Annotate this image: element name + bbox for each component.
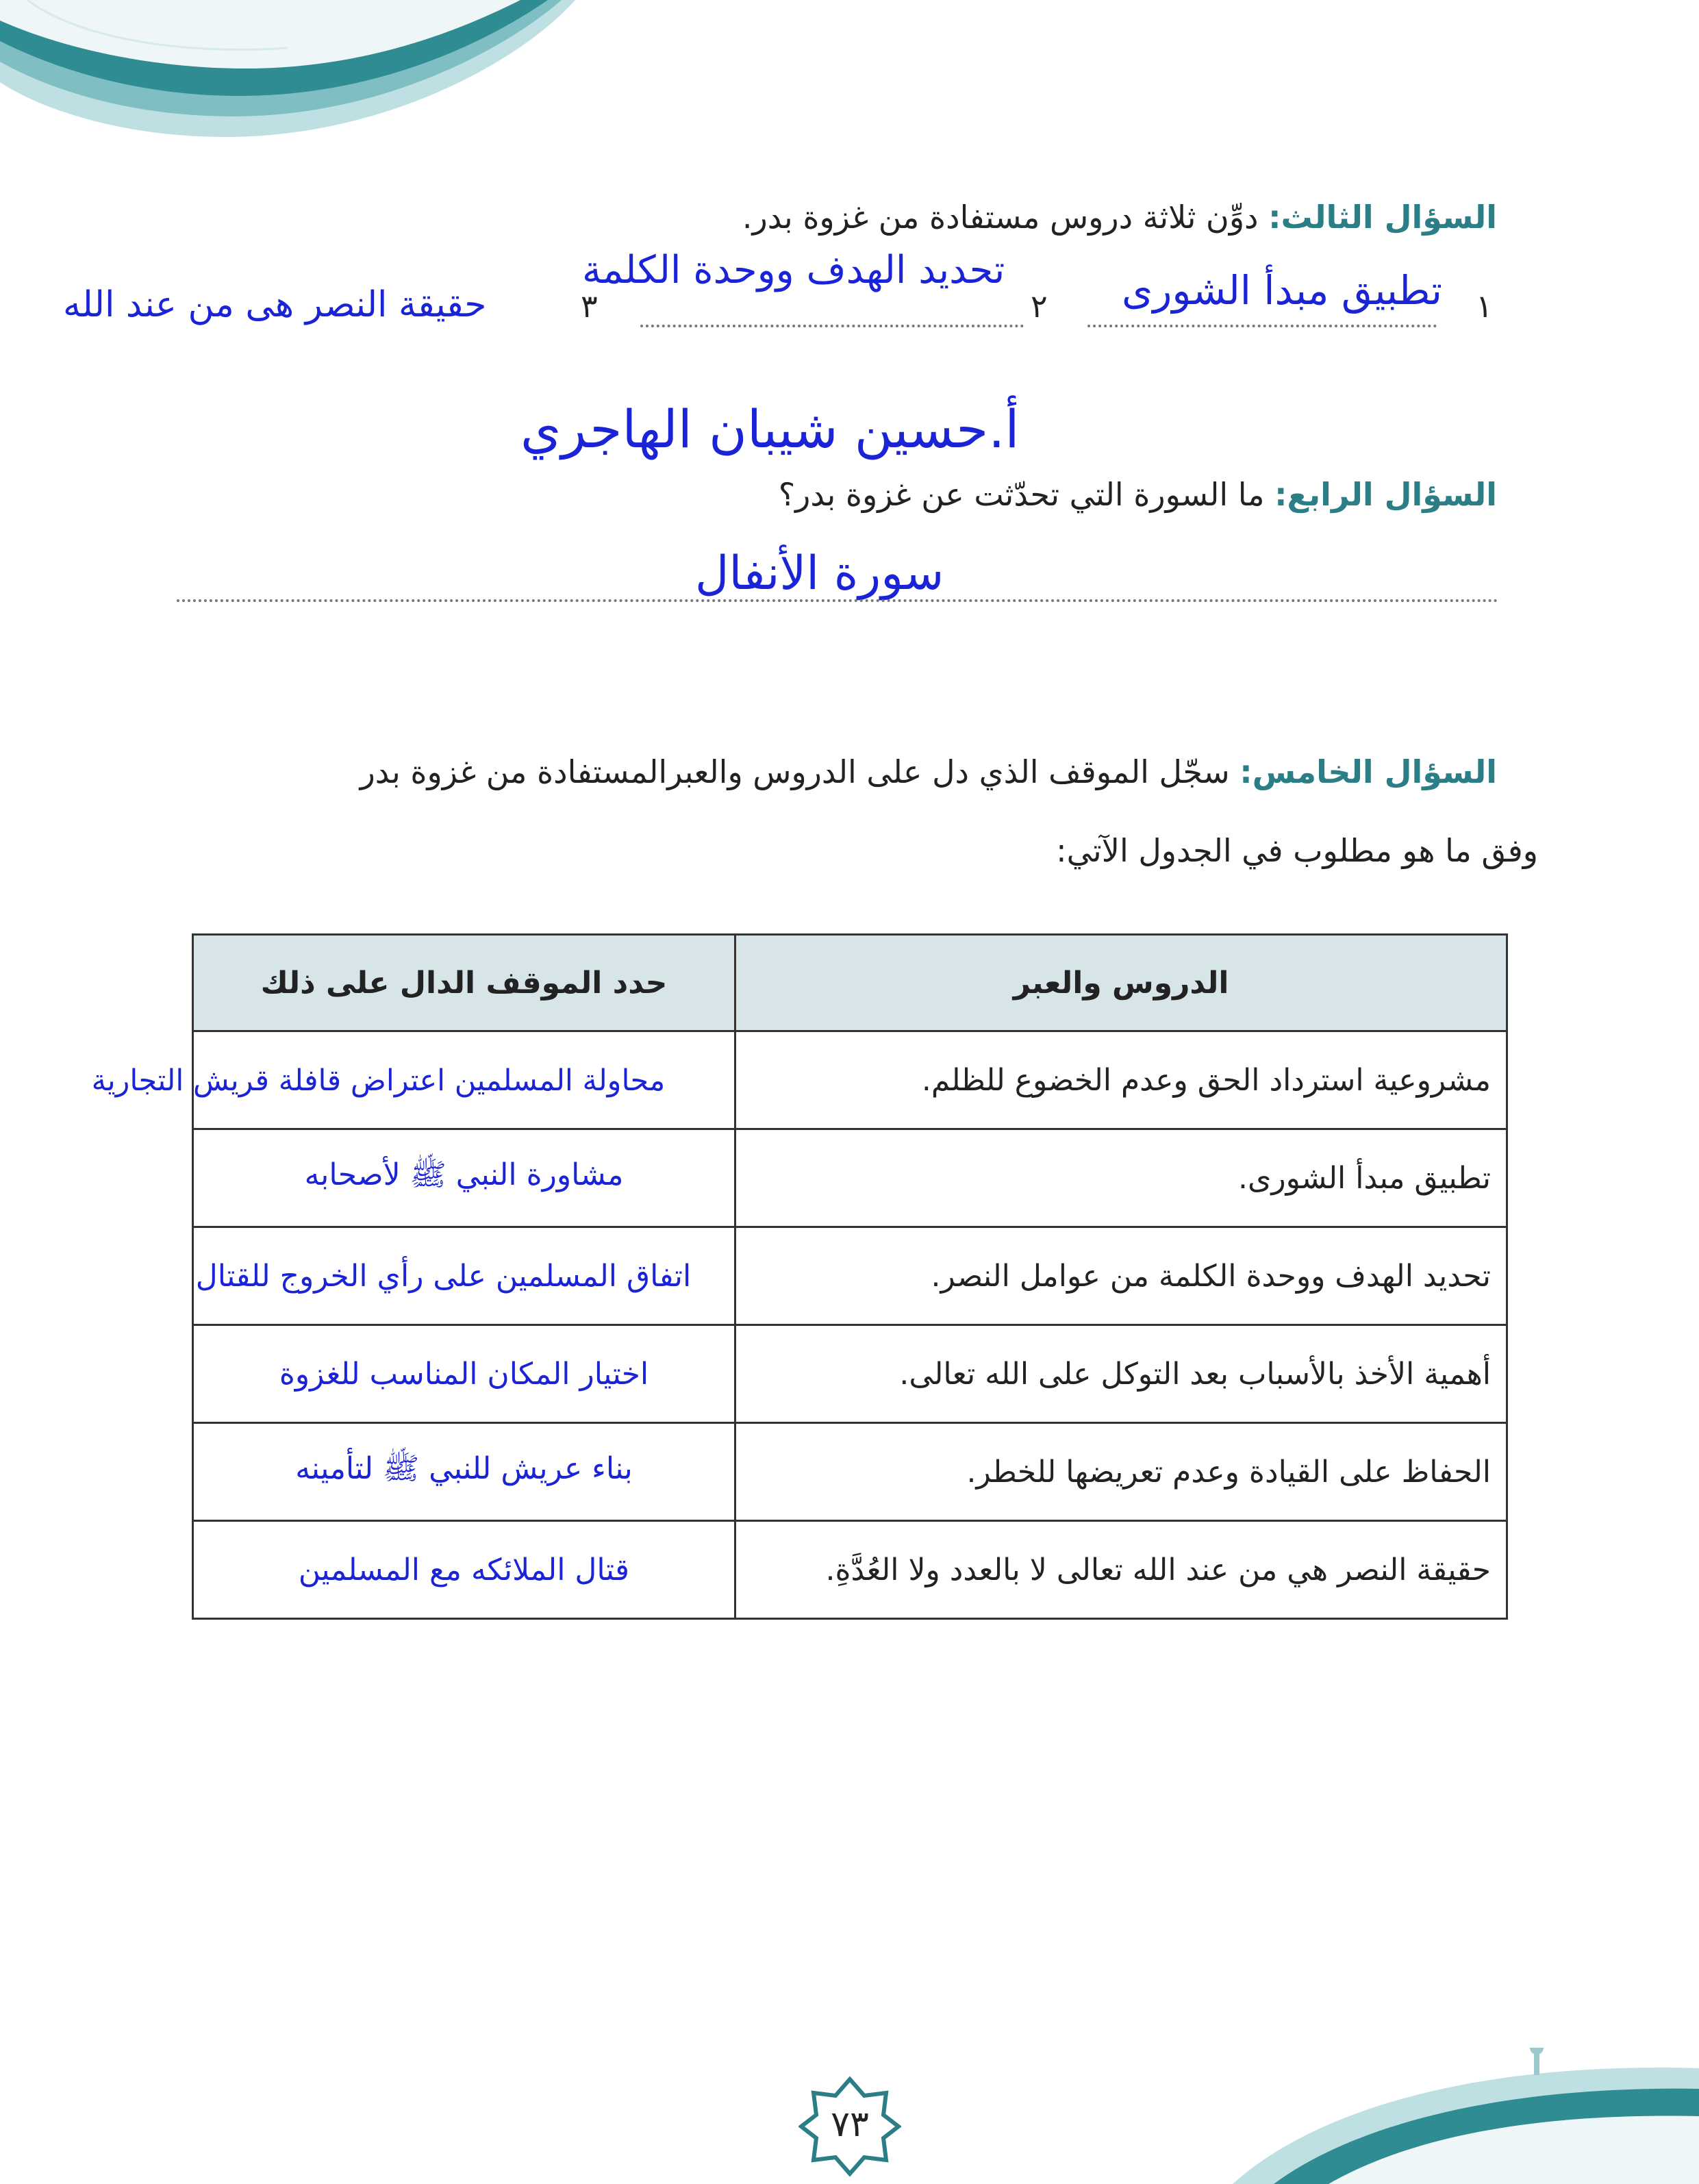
header-decoration <box>0 0 575 164</box>
answer-cell <box>193 1227 735 1325</box>
lesson-cell: تطبيق مبدأ الشورى. <box>735 1129 1507 1227</box>
question-5-line-2: وفق ما هو مطلوب في الجدول الآتي: <box>1056 832 1538 869</box>
table-row <box>193 1521 1507 1619</box>
page-number-badge <box>798 2075 901 2178</box>
answer-cell: بناء عريش للنبي ﷺ لتأمينه <box>193 1423 735 1521</box>
lesson-cell: الحفاظ على القيادة وعدم تعريضها للخطر. <box>735 1423 1507 1521</box>
q3-answer-2: تحديد الهدف ووحدة الكلمة <box>582 248 1005 292</box>
question-5 <box>360 753 1497 790</box>
answer-cell <box>91 1031 735 1129</box>
q3-answer-3: حقيقة النصر هى من عند الله <box>63 284 487 325</box>
question-4-text: ما السورة التي تحدّثت عن غزوة بدر؟ <box>778 476 1265 513</box>
lesson-cell: مشروعية استرداد الحق وعدم الخضوع للظلم. <box>735 1031 1507 1129</box>
question-5-text-1: سجّل الموقف الذي دل على الدروس والعبرالمستفادة من غزوة بدر <box>360 753 1230 790</box>
dotted-line <box>640 325 1024 327</box>
author-name: أ.حسين شيبان الهاجري <box>520 399 1020 460</box>
lesson-cell: تحديد الهدف ووحدة الكلمة من عوامل النصر. <box>735 1227 1507 1325</box>
answer-number-1: ١ <box>1476 288 1493 325</box>
question-4-label: السؤال الرابع: <box>1274 476 1497 513</box>
footer-decoration <box>1233 2048 1699 2184</box>
lesson-cell: أهمية الأخذ بالأسباب بعد التوكل على الله تعالى. <box>735 1325 1507 1423</box>
answer-text: محاولة المسلمين اعتراض قافلة قريش التجارية <box>91 1063 666 1098</box>
table-row <box>193 1227 1507 1325</box>
q4-answer: سورة الأنفال <box>695 547 944 601</box>
question-5-label: السؤال الخامس: <box>1239 753 1497 790</box>
table-header-situation: حدد الموقف الدال على ذلك <box>193 935 735 1031</box>
answer-line-2 <box>640 288 1024 327</box>
table-row <box>193 1031 1507 1129</box>
question-3-text: دوِّن ثلاثة دروس مستفادة من غزوة بدر. <box>742 199 1259 236</box>
question-3-label: السؤال الثالث: <box>1268 199 1497 236</box>
table-row <box>193 1129 1507 1227</box>
q3-answer-1: تطبيق مبدأ الشورى <box>1122 267 1442 314</box>
answer-cell: قتال الملائكه مع المسلمين <box>193 1521 735 1619</box>
answer-number-3: ٣ <box>581 288 598 325</box>
question-3 <box>742 199 1497 236</box>
dotted-line <box>1087 325 1437 327</box>
lessons-table <box>91 933 1508 1620</box>
table-header-lessons: الدروس والعبر <box>735 935 1507 1031</box>
answer-number-2: ٢ <box>1031 288 1048 325</box>
table-header-row <box>193 935 1507 1031</box>
lesson-cell: حقيقة النصر هي من عند الله تعالى لا بالعدد ولا العُدَّةِ. <box>735 1521 1507 1619</box>
answer-text: اتفاق المسلمين على رأي الخروج للقتال <box>195 1258 692 1294</box>
q4-answer-line <box>177 599 1498 602</box>
page-number: ٧٣ <box>831 2104 869 2145</box>
answer-cell: مشاورة النبي ﷺ لأصحابه <box>193 1129 735 1227</box>
question-4 <box>779 476 1497 513</box>
table-row <box>193 1325 1507 1423</box>
answer-cell: اختيار المكان المناسب للغزوة <box>193 1325 735 1423</box>
table-row <box>193 1423 1507 1521</box>
